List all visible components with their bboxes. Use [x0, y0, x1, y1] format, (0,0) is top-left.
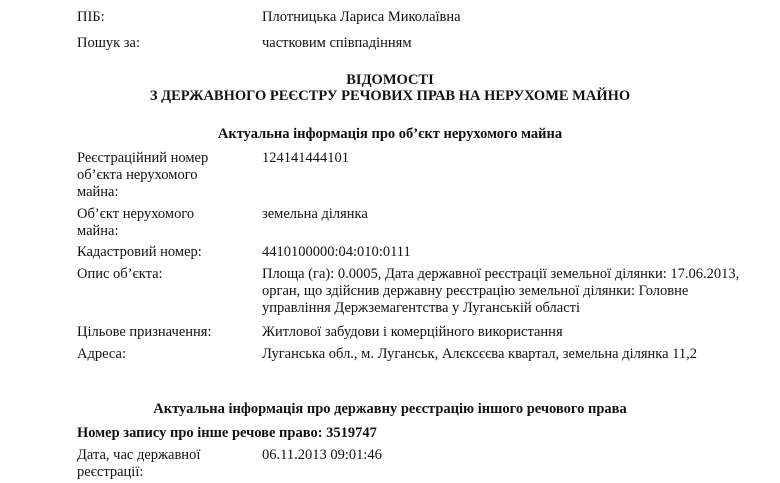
search-mode-value: частковим співпадінням: [262, 35, 412, 51]
description-value: Площа (га): 0.0005, Дата державної реєстрації земельної ділянки: 17.06.2013, орган, що здійснив державну реєстрацію земельної ділянки: Головне управління Держземагентства у Луганській області: [262, 266, 740, 316]
object-type-value: земельна ділянка: [262, 206, 368, 222]
record-number-label: Номер запису про інше речове право:: [77, 425, 323, 441]
rights-section-heading: Актуальна інформація про державну реєстрацію іншого речового права: [153, 401, 627, 417]
cadastral-number-value: 4410100000:04:010:0111: [262, 244, 411, 260]
record-number-value: 3519747: [326, 425, 377, 441]
document-subtitle: З ДЕРЖАВНОГО РЕЄСТРУ РЕЧОВИХ ПРАВ НА НЕРУХОМЕ МАЙНО: [149, 88, 631, 104]
purpose-label: Цільове призначення:: [77, 324, 212, 340]
description-label: Опис об’єкта:: [77, 266, 163, 282]
cadastral-number-label: Кадастровий номер:: [77, 244, 202, 260]
address-label: Адреса:: [77, 346, 126, 362]
pib-label: ПІБ:: [77, 9, 105, 25]
search-mode-label: Пошук за:: [77, 35, 140, 51]
address-value: Луганська обл., м. Луганськ, Алєксєєва квартал, земельна ділянка 11,2: [262, 346, 698, 362]
document-title: ВІДОМОСТІ: [346, 72, 434, 88]
object-type-label: Об’єкт нерухомого майна:: [77, 206, 195, 239]
purpose-value: Житлової забудови і комерційного використання: [262, 324, 563, 340]
registration-date-label: Дата, час державної реєстрації:: [77, 447, 201, 480]
object-section-heading: Актуальна інформація про об’єкт нерухомого майна: [217, 126, 563, 142]
pib-value: Плотницька Лариса Миколаївна: [262, 9, 461, 25]
reg-number-value: 124141444101: [262, 150, 349, 166]
registration-date-value: 06.11.2013 09:01:46: [262, 447, 382, 463]
reg-number-label: Реєстраційний номер об’єкта нерухомого майна:: [77, 150, 209, 200]
record-number-row: [77, 425, 377, 442]
